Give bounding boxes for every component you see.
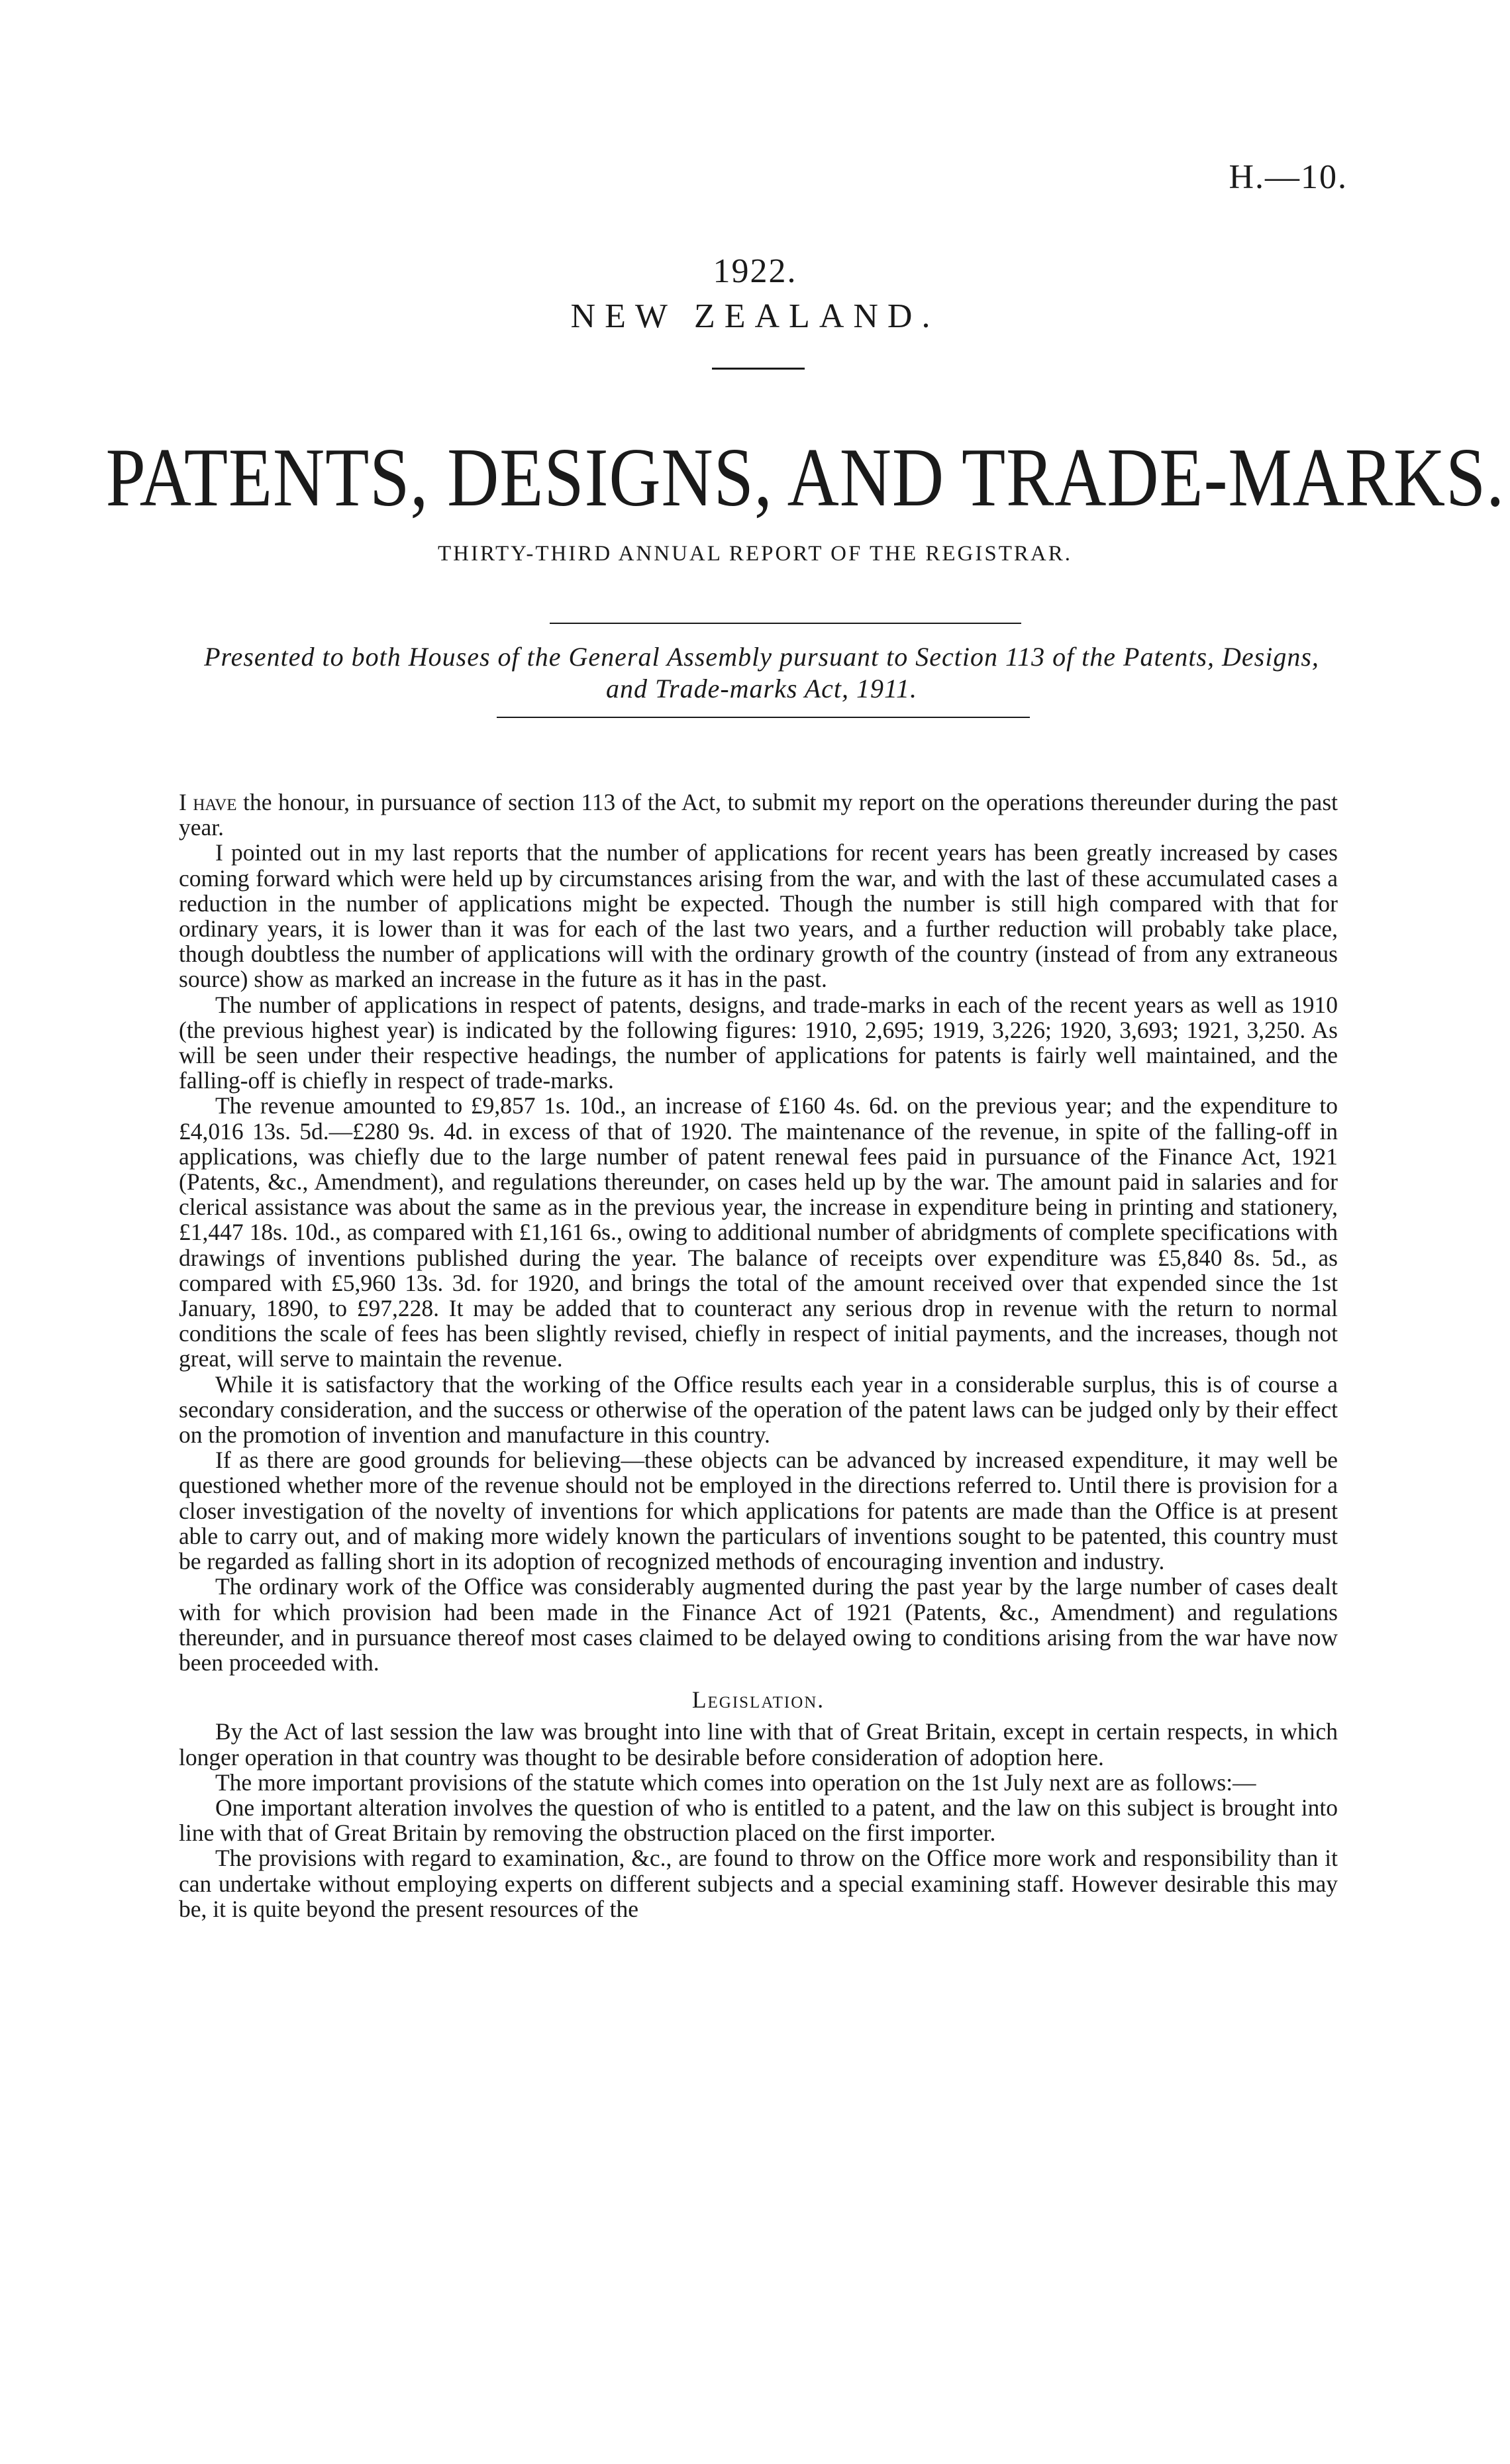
report-year: 1922. (713, 252, 797, 290)
divider-rule (550, 623, 1021, 624)
paragraph-lead: I have (179, 789, 237, 815)
report-subtitle: THIRTY-THIRD ANNUAL REPORT OF THE REGISTRAR. (438, 542, 1072, 566)
paragraph: The revenue amounted to £9,857 1s. 10d., an increase of £160 4s. 6d. on the previous year; and the expenditure to £4,016 13s. 5d.—£280 9s. 4d. in excess of that of 1920. The maintenance of the revenue, in spite of the falling-off in applications, was chiefly due to the large number of patent renewal fees paid in pursuance of the Finance Act, 1921 (Patents, &c., Amendment), and regulations thereunder, on cases held up by the war. The amount paid in salaries and for clerical assistance was about the same as in the previous year, the increase in expenditure being in printing and stationery, £1,447 18s. 10d., as compared with £1,161 6s., owing to additional number of abridgments of complete specifications with drawings of inventions published during the year. The balance of receipts over expenditure was £5,840 8s. 5d., as compared with £5,960 13s. 3d. for 1920, and brings the total of the amount received over that expended since the 1st January, 1890, to £97,228. It may be added that to counteract any serious drop in revenue with the return to normal conditions the scale of fees has been slightly revised, chiefly in respect of initial payments, and the increases, though not great, will serve to maintain the revenue. (179, 1092, 1338, 1372)
paragraph: If as there are good grounds for believing—these objects can be advanced by increased expenditure, it may well be questioned whether more of the revenue should not be employed in the directions referred to. Until there is provision for a closer investigation of the novelty of inventions for which applications for patents are made than the Office is at present able to carry out, and of making more widely known the particulars of inventions sought to be patented, this country must be regarded as falling short in its adoption of recognized methods of encouraging invention and industry. (179, 1447, 1338, 1575)
divider-rule (712, 368, 805, 370)
paragraph: The ordinary work of the Office was considerably augmented during the past year by the large number of cases dealt with for which provision had been made in the Finance Act of 1921 (Patents, &c., Amendment) and regulations thereunder, and in pursuance thereof most cases claimed to be delayed owing to conditions arising from the war have now been proceeded with. (179, 1573, 1338, 1676)
paragraph: The more important provisions of the statute which comes into operation on the 1st July next are as follows:— (215, 1769, 1256, 1796)
paragraph: One important alteration involves the question of who is entitled to a patent, and the law on this subject is brought into line with that of Great Britain by removing the obstruction placed on the first importer. (179, 1794, 1338, 1847)
paragraph: I pointed out in my last reports that the number of applications for recent years has been greatly increased by cases coming forward which were held up by circumstances arising from the war, and with the last of these accumulated cases a reduction in the number of applications might be expected. Though the number is still high compared with that for ordinary years, it is lower than it was for each of the last two years, and a further reduction will probably take place, though doubtless the number of applications will with the ordinary growth of the country (instead of from any extraneous source) show as marked an increase in the future as it has in the past. (179, 839, 1338, 993)
presentation-note: Presented to both Houses of the General Assembly pursuant to Section 113 of the Patents, Designs, and Trade-marks Act, 1911. (204, 642, 1319, 703)
section-heading: Legislation. (691, 1686, 825, 1714)
paragraph-text: the honour, in pursuance of section 113 of the Act, to submit my report on the operations thereunder during the past year. (179, 789, 1338, 841)
paper-reference-number: H.—10. (1229, 158, 1348, 196)
paragraph: By the Act of last session the law was brought into line with that of Great Britain, except in certain respects, in which longer operation in that country was thought to be desirable before consideration of adoption here. (179, 1718, 1338, 1771)
paragraph: The number of applications in respect of patents, designs, and trade-marks in each of the recent years as well as 1910 (the previous highest year) is indicated by the following figures: 1910, 2,695; 1919, 3,226; 1920, 3,693; 1921, 3,250. As will be seen under their respective headings, the number of applications for patents is fairly well maintained, and the falling-off is chiefly in respect of trade-marks. (179, 991, 1338, 1094)
report-body (179, 790, 1338, 1922)
paragraph (179, 790, 1338, 840)
paragraph: The provisions with regard to examination, &c., are found to throw on the Office more work and responsibility than it can undertake without employing experts on different subjects and a special examining staff. However desirable this may be, it is quite beyond the present resources of the (179, 1845, 1338, 1922)
report-title: PATENTS, DESIGNS, AND TRADE-MARKS. (105, 432, 1505, 524)
paragraph: While it is satisfactory that the working of the Office results each year in a considerable surplus, this is of course a secondary consideration, and the success or otherwise of the operation of the patent laws can be judged only by their effect on the promotion of invention and manufacture in this country. (179, 1370, 1338, 1449)
country-name: NEW ZEALAND. (570, 297, 940, 335)
divider-rule (497, 717, 1030, 718)
